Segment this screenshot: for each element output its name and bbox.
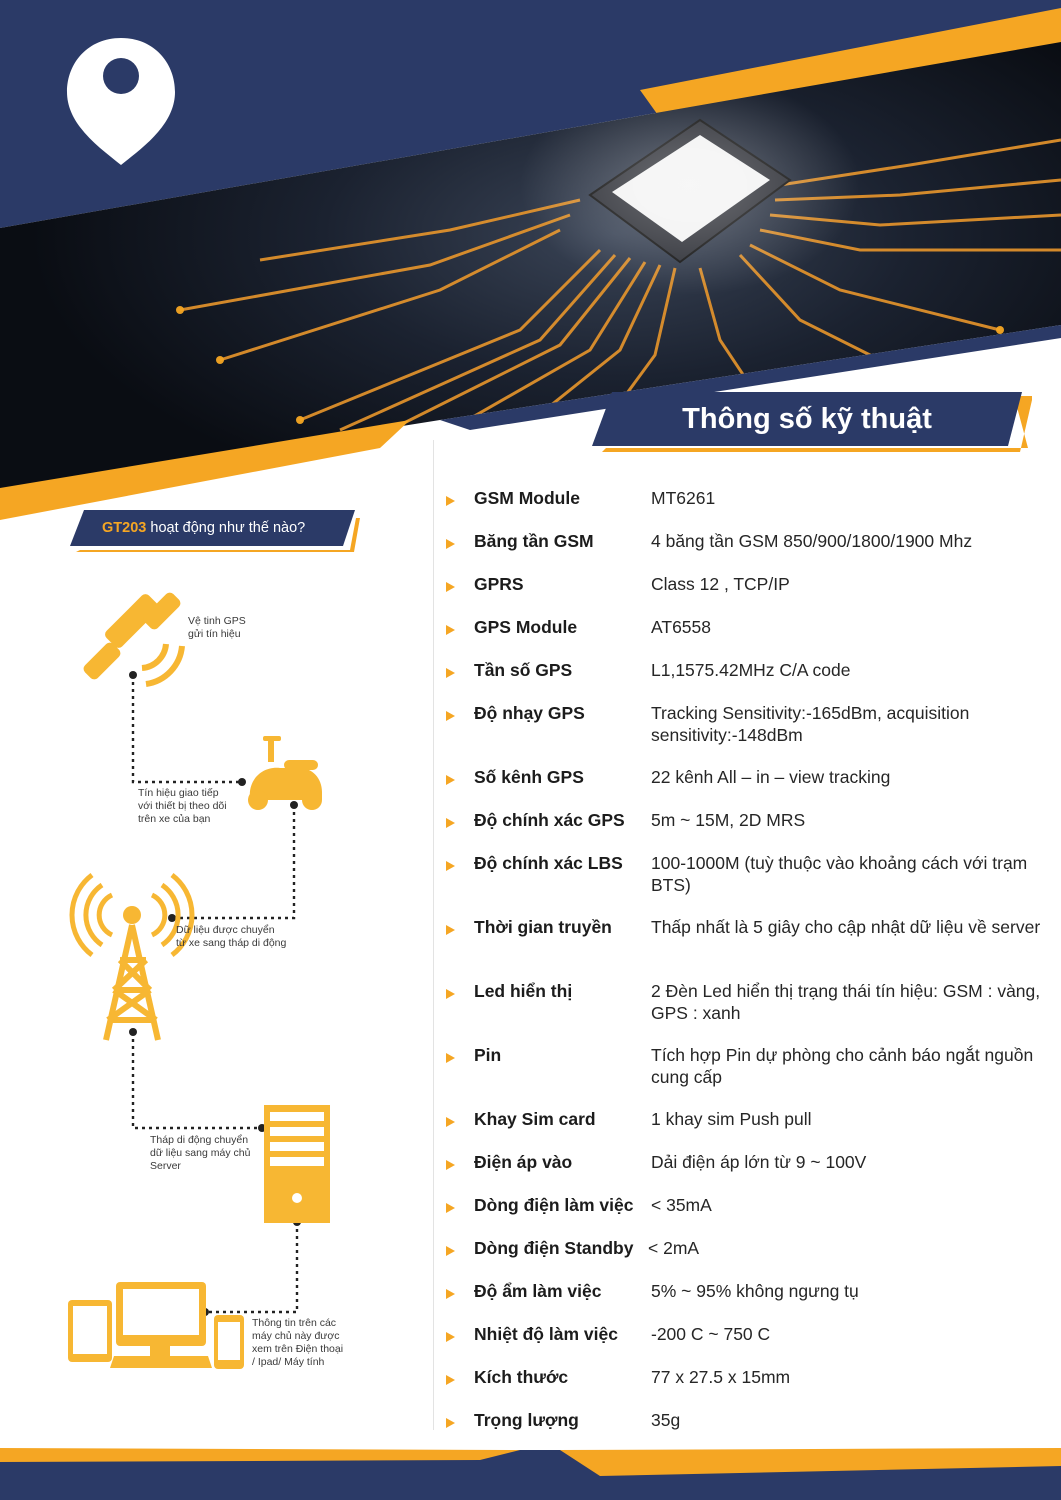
spec-label: Độ chính xác GPS [474,810,625,830]
spec-value: 100-1000M (tuỳ thuộc vào khoảng cách với trạm BTS) [651,853,1028,895]
bullet-arrow-icon [446,818,455,828]
spec-label: Dòng điện Standby [474,1238,634,1258]
how-it-works-text: hoạt động như thế nào? [150,520,306,536]
spec-value: AT6558 [651,617,711,637]
specs-title: Thông số kỹ thuật [682,403,932,435]
server-icon [264,1105,330,1223]
flow-caption: Vệ tinh GPS gửi tín hiệu [188,615,246,640]
bullet-arrow-icon [446,1160,455,1170]
bullet-arrow-icon [446,1375,455,1385]
footer-band [0,1420,1061,1500]
bullet-arrow-icon [446,925,455,935]
spec-label: Pin [474,1045,502,1065]
bullet-arrow-icon [446,861,455,871]
spec-value: < 35mA [651,1195,712,1215]
spec-label: Thời gian truyền [474,917,612,937]
bullet-arrow-icon [446,539,455,549]
spec-label: Băng tần GSM [474,531,594,551]
bullet-arrow-icon [446,496,455,506]
spec-value: Tích hợp Pin dự phòng cho cảnh báo ngắt nguồn cung cấp [651,1045,1034,1087]
spec-label: Độ ẩm làm việc [474,1281,602,1301]
spec-label: Độ nhạy GPS [474,703,585,723]
bullet-arrow-icon [446,582,455,592]
how-it-works-title [102,510,305,546]
spec-value: 2 Đèn Led hiển thị trạng thái tín hiệu: GSM : vàng, GPS : xanh [651,981,1041,1023]
spec-value: Tracking Sensitivity:-165dBm, acquisition sensitivity:-148dBm [651,703,970,745]
how-it-works-banner [70,510,360,552]
spec-label: Dòng điện làm việc [474,1195,634,1215]
product-name: GT203 [102,520,147,536]
spec-value: Thấp nhất là 5 giây cho cập nhật dữ liệu về server [651,917,1041,937]
spec-label: Số kênh GPS [474,767,584,787]
bullet-arrow-icon [446,625,455,635]
bullet-arrow-icon [446,668,455,678]
divider-line [433,440,434,1430]
cell-tower-icon [72,875,192,1040]
spec-label: Trọng lượng [474,1410,579,1430]
spec-value: Class 12 , TCP/IP [651,574,790,594]
spec-value: 77 x 27.5 x 15mm [651,1367,791,1387]
satellite-icon [81,590,182,684]
spec-value: 5m ~ 15M, 2D MRS [651,810,806,830]
specs-title-banner [592,392,1032,450]
how-it-works-flow [0,560,430,1420]
flow-caption: Tín hiệu giao tiếp với thiết bị theo dõi trên xe của bạn [138,787,227,825]
bullet-arrow-icon [446,1246,455,1256]
devices-icon [68,1282,244,1369]
spec-label: Led hiển thị [474,981,573,1001]
bullet-arrow-icon [446,1053,455,1063]
bullet-arrow-icon [446,1289,455,1299]
spec-value: -200 C ~ 750 C [651,1324,771,1344]
bullet-arrow-icon [446,989,455,999]
bullet-arrow-icon [446,711,455,721]
spec-label: Tần số GPS [474,660,573,680]
spec-label: Nhiệt độ làm việc [474,1324,618,1344]
spec-value: Dải điện áp lớn từ 9 ~ 100V [651,1152,867,1172]
flow-caption: Tháp di động chuyển dữ liệu sang máy chủ Server [150,1134,251,1172]
spec-label: GSM Module [474,488,580,508]
scooter-icon [248,736,322,810]
bullet-arrow-icon [446,1332,455,1342]
flow-caption: Dữ liệu được chuyển từ xe sang tháp di động [176,924,287,949]
spec-value: 1 khay sim Push pull [651,1109,812,1129]
spec-label: GPRS [474,574,524,594]
spec-value: < 2mA [648,1238,700,1258]
spec-label: Điện áp vào [474,1152,573,1172]
bullet-arrow-icon [446,1117,455,1127]
spec-value: MT6261 [651,488,716,508]
spec-value: 35g [651,1410,681,1430]
spec-value: 22 kênh All – in – view tracking [651,767,891,787]
flow-graphic [0,560,430,1420]
flow-caption: Thông tin trên các máy chủ này được xem trên Điện thoại / Ipad/ Máy tính [252,1317,344,1368]
spec-value: 5% ~ 95% không ngưng tụ [651,1281,859,1301]
bullet-arrow-icon [446,775,455,785]
bullet-arrow-icon [446,1203,455,1213]
spec-label: Kích thước [474,1367,569,1387]
spec-value: 4 băng tần GSM 850/900/1800/1900 Mhz [651,531,973,551]
spec-label: GPS Module [474,617,578,637]
spec-label: Khay Sim card [474,1109,596,1129]
spec-label: Độ chính xác LBS [474,853,623,873]
spec-value: L1,1575.42MHz C/A code [651,660,851,680]
